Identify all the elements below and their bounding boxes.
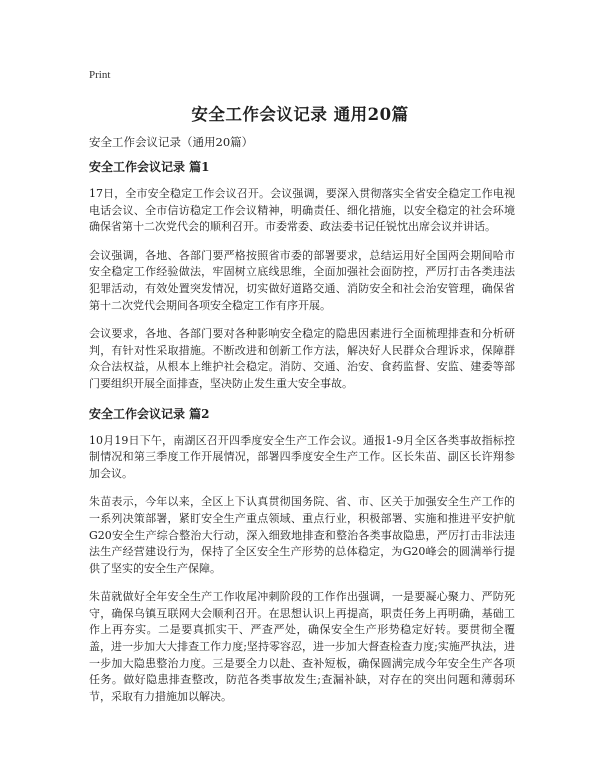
print-link[interactable]: Print — [89, 69, 111, 81]
section-heading: 安全工作会议记录 篇2 — [89, 406, 210, 421]
document-title: 安全工作会议记录 通用20篇 — [191, 105, 409, 124]
paragraph: 朱苗就做好全年安全生产工作收尾冲刺阶段的工作作出强调，一是要凝心聚力、严防死守，确保乌镇互联网大会顺利召开。在思想认识上再提高，职责任务上再明确，基础工作上再夯实。二是要真抓实干、严查严处，确保安全生产形势稳定好转。要贯彻全覆盖，进一步加大大排查工作力度;坚持零容忍，进一步加大督查检查力度;实施严执法，进一步加大隐患整治力度。三是要全力以赴、查补短板，确保圆满完成今年安全生产各项任务。做好隐患排查整改，防范各类事故发生;查漏补缺，对存在的突出问题和薄弱环节，采取有力措施加以解决。 — [89, 590, 515, 703]
section-2 — [89, 405, 515, 706]
paragraph: 17日，全市安全稳定工作会议召开。会议强调，要深入贯彻落实全省安全稳定工作电视电话会议、全市信访稳定工作会议精神，明确责任、细化措施，以安全稳定的社会环境确保省第十二次党代会的顺利召开。市委常委、政法委书记任锐忱出席会议并讲话。 — [89, 187, 515, 234]
paragraph: 会议强调，各地、各部门要严格按照省市委的部署要求，总结运用好全国两会期间哈市安全稳定工作经验做法，牢固树立底线思维，全面加强社会面防控，严厉打击各类违法犯罪活动，有效处置突发情况，切实做好道路交通、消防安全和社会治安管理，确保省第十二次党代会期间各项安全稳定工作有序开展。 — [89, 248, 515, 312]
section-heading: 安全工作会议记录 篇1 — [89, 160, 210, 174]
paragraph: 10月19日下午，南湖区召开四季度安全生产工作会议。通报1-9月全区各类事故指标控制情况和第三季度工作开展情况，部署四季度安全生产工作。区长朱苗、副区长许翔参加会议。 — [89, 433, 515, 480]
section-1 — [89, 158, 515, 393]
paragraph: 会议要求，各地、各部门要对各种影响安全稳定的隐患因素进行全面梳理排查和分析研判，有针对性采取措施。不断改进和创新工作方法，解决好人民群众合理诉求，保障群众合法权益，从根本上维护社会稳定。消防、交通、治安、食药监督、安监、建委等部门要组织开展全面排查，坚决防止发生重大安全事故。 — [89, 327, 515, 390]
document-body — [89, 158, 515, 717]
paragraph: 朱苗表示，今年以来，全区上下认真贯彻国务院、省、市、区关于加强安全生产工作的一系列决策部署，紧盯安全生产重点领域、重点行业，积极部署、实施和推进平安护航G20安全生产综合整治大行动，深入细致地排查和整治各类事故隐患，严厉打击非法违法生产经营建设行为，保持了全区安全生产形势的总体稳定，为G20峰会的圆满举行提供了坚实的安全生产保障。 — [89, 495, 515, 575]
document-subtitle: 安全工作会议记录（通用20篇） — [89, 135, 254, 149]
